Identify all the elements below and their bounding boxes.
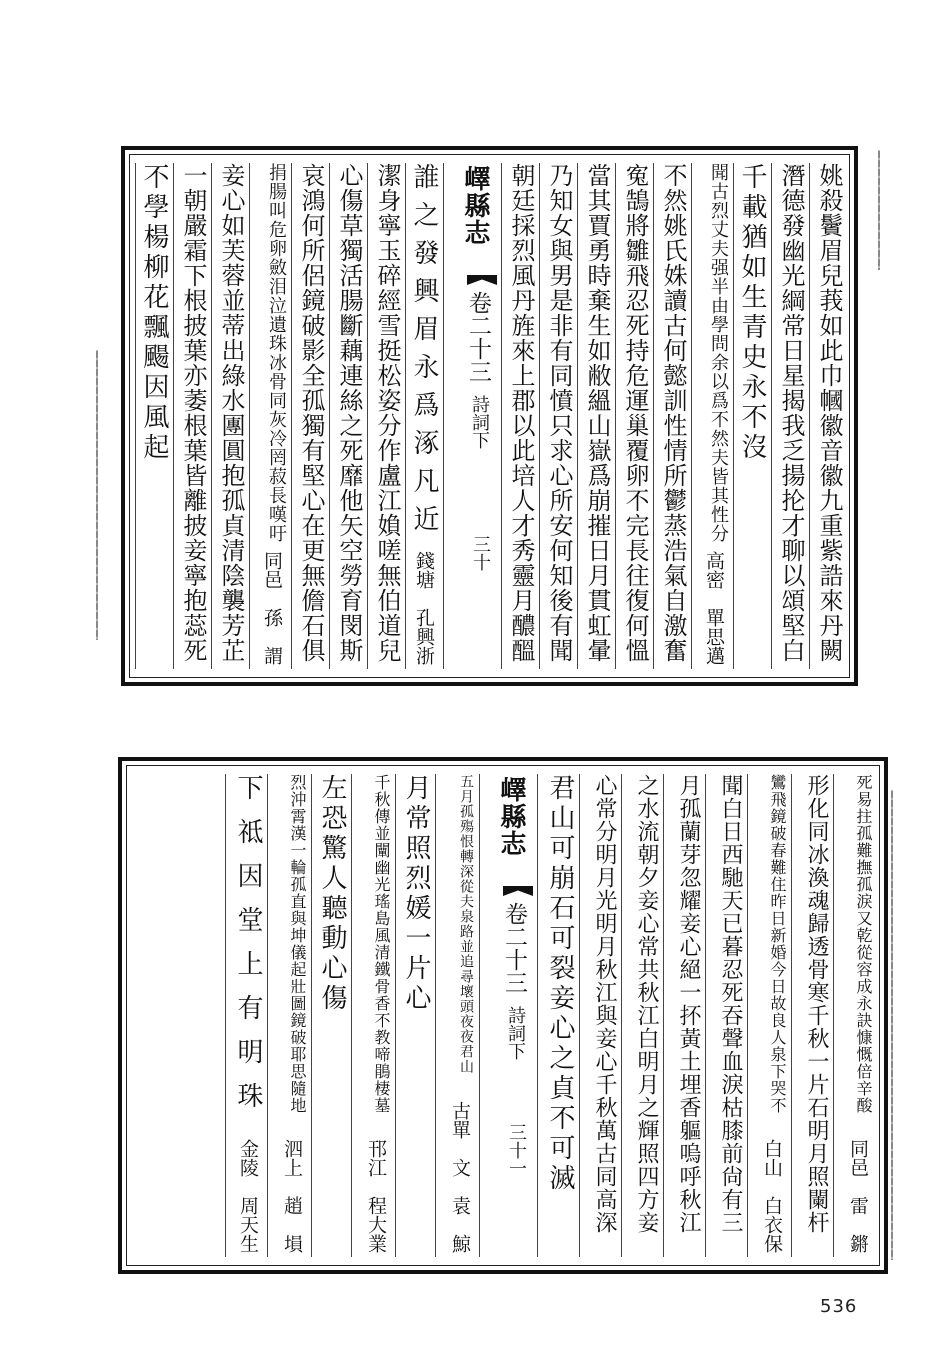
author-signature: 同邑 孫 謂 [261, 551, 283, 665]
text-column [135, 163, 173, 669]
text-column [405, 163, 443, 669]
column-text: 乃知女與男是非有同憤只求心所安何知後有聞 [545, 163, 573, 663]
fold-page-number: 三十 [470, 535, 491, 571]
text-column [771, 163, 809, 669]
text-column [291, 163, 329, 669]
fold-volume: 卷二十三 [465, 291, 491, 383]
text-column [173, 163, 211, 669]
gutter-dots-right [878, 150, 880, 270]
column-text: 烈沖霄漢一輪孤直與坤儀起壯圖鏡破耶思隨地 [288, 774, 307, 1114]
column-text: 當其賈勇時棄生如敝縕山嶽爲崩摧日月貫虹暈 [583, 163, 611, 663]
text-column [311, 774, 351, 1257]
column-text: 不學楊柳花飄颺因風起 [139, 163, 169, 463]
column-text: 潔身寧玉碎經雪挺松姿分作盧江媍嗟無伯道兒 [373, 163, 401, 663]
fold-column [479, 774, 537, 1257]
page-number: 536 [820, 1296, 858, 1317]
column-text: 潛德發幽光綱常日星揭我乏揚抡才聊以頌堅白 [777, 163, 805, 663]
column-text: 死易拄孤難撫孤淚又乾從容成永訣慷慨倍辛酸 [854, 774, 873, 1114]
text-column [435, 774, 479, 1257]
column-text: 心傷草獨活腸斷藕連絲之死靡他矢空勞育閔斯 [335, 163, 363, 663]
text-column [621, 774, 663, 1257]
fold-section: 詩詞下 [505, 1006, 526, 1060]
author-signature: 金陵 周天生 [237, 1139, 259, 1253]
column-text: 鸞飛鏡破春難住昨日新婚今日故良人泉下哭不 [768, 774, 787, 1114]
text-column [691, 163, 733, 669]
column-text: 聞白日西馳天已暮忍死吞聲血淚枯膝前尙有三 [718, 774, 743, 1234]
column-text: 左恐驚人聽動心傷 [317, 774, 347, 1014]
column-text: 形化同冰渙魂歸透骨寒千秋一片石明月照闌杆 [804, 774, 829, 1234]
column-text: 捐腸叫危卵斂泪泣遺珠冰骨同灰冷罔菽長嘆吁 [266, 163, 287, 543]
text-column [395, 774, 435, 1257]
column-text: 寃鵠將雛飛忍死持危運巢覆卵不完長往復何慍 [621, 163, 649, 663]
text-column [833, 774, 877, 1257]
text-column [267, 774, 311, 1257]
column-text: 姚殺鬢眉兒莪如此巾幗徽音徽九重紫誥來丹闕 [815, 163, 843, 663]
text-column [501, 163, 539, 669]
gutter-dots-right-2 [891, 790, 893, 1260]
text-column [537, 774, 579, 1257]
text-column [211, 163, 249, 669]
text-column [249, 163, 291, 669]
bottom-leaf [118, 757, 888, 1274]
fold-page-number: 三十一 [506, 1123, 527, 1177]
column-text: 朝廷採烈風丹旌來上郡以此培人才秀靈月醲醞 [507, 163, 535, 663]
fold-volume: 卷二十三 [501, 902, 527, 994]
text-column [705, 774, 747, 1257]
column-text: 千秋傳並闡幽光瑤島風清鐵骨香不教啼鵑棲墓 [372, 774, 391, 1114]
fishtail-mark [503, 886, 533, 896]
gutter-dots-left [96, 350, 98, 640]
column-text: 之水流朝夕妾心常共秋江白明月之輝照四方妾 [634, 774, 659, 1234]
author-signature: 高密 單思邁 [703, 551, 725, 665]
column-text: 不然姚氏姝讀古何懿訓性情所鬱蒸浩氣自激奮 [659, 163, 687, 663]
column-text: 一朝嚴霜下根披葉亦萎根葉皆離披妾寧抱蕊死 [179, 163, 207, 663]
author-signature: 錢塘 孔興浙 [413, 551, 435, 665]
author-signature: 邗江 程大業 [365, 1139, 387, 1253]
text-column [539, 163, 577, 669]
column-text: 千載猶如生青史永不沒 [737, 163, 767, 463]
text-column [653, 163, 691, 669]
text-column [225, 774, 267, 1257]
text-column [351, 774, 395, 1257]
column-text: 五月孤殤恨轉深從夫泉路並追尋壞頭夜夜君山 [458, 774, 474, 1074]
author-signature: 白山 白衣保 [761, 1139, 783, 1253]
column-text: 聞古烈丈夫强半由學問余以爲不然夫皆其性分 [708, 163, 729, 543]
text-column [733, 163, 771, 669]
fold-title: 嶧縣志 [496, 776, 526, 857]
column-text: 月常照烈媛一片心 [401, 774, 431, 1014]
top-leaf [121, 146, 858, 686]
column-text: 妾心如芙蓉並蒂出綠水團圓抱孤貞清陰襲芳芷 [217, 163, 245, 663]
text-column [663, 774, 705, 1257]
column-text: 君山可崩石可裂妾心之貞不可滅 [545, 774, 575, 1194]
fold-section: 詩詞下 [469, 395, 490, 449]
author-signature: 古單 文 袁 鯨 [449, 1101, 471, 1253]
text-column [329, 163, 367, 669]
text-column [791, 774, 833, 1257]
text-column [579, 774, 621, 1257]
text-column [809, 163, 847, 669]
text-column [615, 163, 653, 669]
text-column [747, 774, 791, 1257]
author-signature: 同邑 雷 鏘 [847, 1139, 869, 1253]
author-signature: 泗上 趙 塤 [281, 1139, 303, 1253]
fishtail-mark [467, 275, 497, 285]
top-leaf-frame [129, 154, 850, 678]
column-text: 下祗因堂上有明珠 [233, 774, 263, 1126]
column-text: 哀鴻何所侶鏡破影全孤獨有堅心在更無儋石俱 [297, 163, 325, 663]
column-text: 誰之發興眉永爲涿凡近 [409, 163, 439, 543]
fold-title: 嶧縣志 [460, 165, 490, 246]
text-column [367, 163, 405, 669]
column-text: 心常分明月光明月秋江與妾心千秋萬古同高深 [592, 774, 617, 1234]
bottom-leaf-frame [126, 765, 880, 1266]
text-column [577, 163, 615, 669]
fold-column [443, 163, 501, 669]
column-text: 月孤蘭芽忽耀妾心絕一抔黃土埋香軀嗚呼秋江 [676, 774, 701, 1234]
